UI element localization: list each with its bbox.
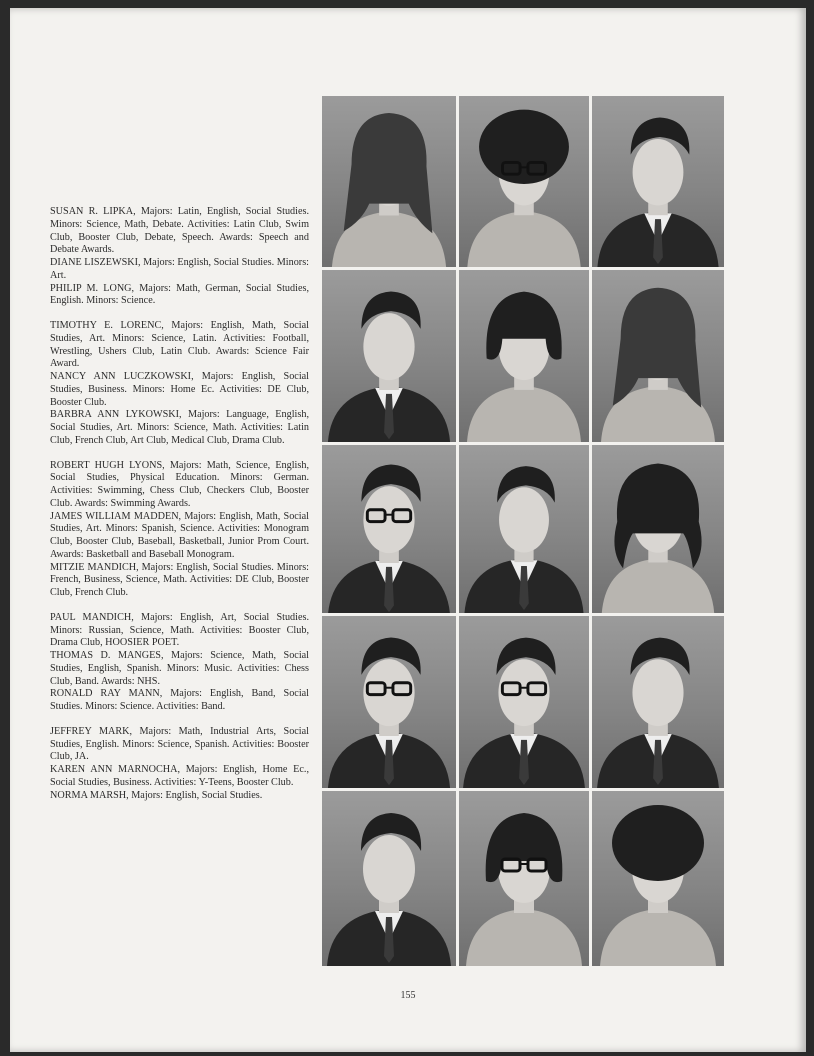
portrait-image [322,616,456,788]
student-portrait [592,270,724,442]
student-portrait [322,616,456,788]
student-bio: JAMES WILLIAM MADDEN, Majors: English, Math, Social Studies, Art. Minors: Spanish, Science. Activities: Monogram Club, Booster Club, Baseball, Basketball, Junior Prom Court. Awards: Basketball and Baseball Monogram. [50,510,309,560]
student-portrait [459,791,589,966]
student-bio: NORMA MARSH, Majors: English, Social Studies. [50,789,263,801]
bio-group [50,460,309,600]
student-portrait [592,445,724,613]
student-portrait [592,791,724,966]
portrait-image [592,616,724,788]
student-portrait [592,96,724,267]
student-bio: JEFFREY MARK, Majors: Math, Industrial Arts, Social Studies, English. Minors: Science, Spanish. Activities: Booster Club, JA. [50,725,309,763]
student-bio: PAUL MANDICH, Majors: English, Art, Social Studies. Minors: Russian, Science, Math. Activities: Booster Club, Drama Club, HOOSIER POET. [50,611,309,649]
portrait-image [592,791,724,966]
student-bio: KAREN ANN MARNOCHA, Majors: English, Home Ec., Social Studies, Business. Activities: Y-Teens, Booster Club. [50,764,309,788]
student-portrait [322,96,456,267]
student-bio: THOMAS D. MANGES, Majors: Science, Math, Social Studies, English, Spanish. Minors: Music. Activities: Chess Club, Band. Awards: NHS. [50,650,309,687]
portrait-image [322,445,456,613]
student-bio: BARBRA ANN LYKOWSKI, Majors: Language, English, Social Studies, Art. Minors: Science, Math. Activities: Latin Club, French Club, Art Club, Medical Club, Drama Club. [50,409,309,446]
student-bio: NANCY ANN LUCZKOWSKI, Majors: English, Social Studies, Business. Minors: Home Ec. Activities: DE Club, Booster Club. [50,371,309,408]
portrait-image [459,270,589,442]
student-bio: ROBERT HUGH LYONS, Majors: Math, Science, English, Social Studies, Physical Education. Minors: German. Activities: Swimming, Chess Club, Checkers Club, Booster Club. Awards: Swimming Awards. [50,459,309,509]
student-bio: MITZIE MANDICH, Majors: English, Social Studies. Minors: French, Business, Science, Math. Activities: DE Club, Booster Club, French Club. [50,561,309,598]
portrait-image [322,96,456,267]
student-bio: DIANE LISZEWSKI, Majors: English, Social Studies. Minors: Art. [50,257,309,281]
portrait-image [592,96,724,267]
bio-group [50,320,309,448]
student-bios-column [50,206,309,814]
portrait-image [322,270,456,442]
portrait-image [592,445,724,613]
portrait-image [322,791,456,966]
student-bio: TIMOTHY E. LORENC, Majors: English, Math, Social Studies, Art. Minors: Science, Latin. Activities: Football, Wrestling, Ushers Club, Latin Club. Awards: Science Fair Award. [50,320,309,370]
student-portrait [459,96,589,267]
page-number: 155 [400,990,416,1001]
portrait-image [459,616,589,788]
student-bio: RONALD RAY MANN, Majors: English, Band, Social Studies. Minors: Science. Activities: Band. [50,688,309,712]
student-portrait [322,791,456,966]
portrait-grid [322,96,724,966]
student-portrait [459,270,589,442]
student-portrait [322,445,456,613]
student-bio: SUSAN R. LIPKA, Majors: Latin, English, Social Studies. Minors: Science, Math, Debate. Activities: Latin Club, Swim Club, Booster Club, Debate, Speech. Awards: Speech and Debate Awards. [50,206,309,256]
student-portrait [322,270,456,442]
portrait-image [459,445,589,613]
student-portrait [459,445,589,613]
yearbook-page [10,8,806,1052]
portrait-image [459,96,589,267]
bio-group [50,612,309,714]
bio-group [50,726,309,803]
portrait-image [459,791,589,966]
bio-group [50,206,309,308]
student-bio: PHILIP M. LONG, Majors: Math, German, Social Studies, English. Minors: Science. [50,282,309,307]
student-portrait [459,616,589,788]
student-portrait [592,616,724,788]
portrait-image [592,270,724,442]
